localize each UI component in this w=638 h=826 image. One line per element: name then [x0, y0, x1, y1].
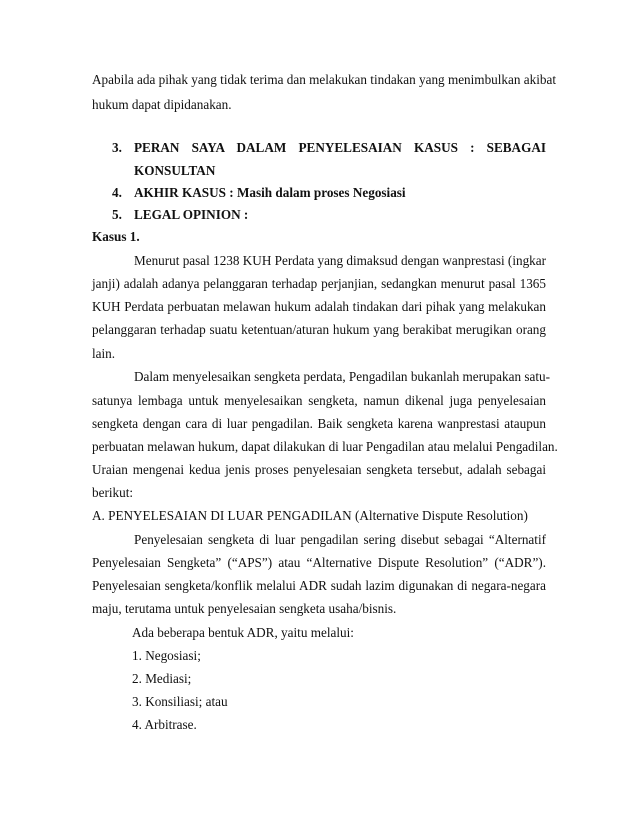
intro-line-1: Apabila ada pihak yang tidak terima dan melakukan tindakan yang menimbulkan akibat	[92, 72, 556, 87]
item-5-number: 5.	[112, 207, 122, 222]
para1-line-3: KUH Perdata perbuatan melawan hukum adalah tindakan dari pihak yang melakukan	[92, 299, 546, 314]
item-3-number: 3.	[112, 140, 122, 155]
item-3-line-1: PERAN SAYA DALAM PENYELESAIAN KASUS : SEBAGAI	[134, 140, 546, 155]
adr-item-3: 3. Konsiliasi; atau	[132, 694, 228, 709]
para2-line-4: perbuatan melawan hukum, dapat dilakukan di luar Pengadilan atau melalui Pengadilan.	[92, 439, 558, 454]
intro-line-2: hukum dapat dipidanakan.	[92, 97, 232, 112]
para2-line-3: sengketa dengan cara di luar pengadilan. Baik sengketa karena wanprestasi ataupun	[92, 416, 546, 431]
para2-line-6: berikut:	[92, 485, 134, 500]
case-heading: Kasus 1.	[92, 229, 140, 244]
para1-line-2: janji) adalah adanya pelanggaran terhadap perjanjian, sedangkan menurut pasal 1365	[92, 276, 546, 291]
para2-line-2: satunya lembaga untuk menyelesaikan sengketa, namun dikenal juga penyelesaian	[92, 393, 546, 408]
item-4-line-1: AKHIR KASUS : Masih dalam proses Negosiasi	[134, 185, 406, 200]
item-3-line-2: KONSULTAN	[134, 163, 216, 178]
para2-line-1: Dalam menyelesaikan sengketa perdata, Pengadilan bukanlah merupakan satu-	[134, 369, 550, 384]
para1-line-5: lain.	[92, 346, 116, 361]
para3-line-3: Penyelesaian sengketa/konflik melalui ADR sudah lazim digunakan di negara-negara	[92, 578, 546, 593]
para2-line-5: Uraian mengenai kedua jenis proses penyelesaian sengketa tersebut, adalah sebagai	[92, 462, 546, 477]
para3-line-1: Penyelesaian sengketa di luar pengadilan sering disebut sebagai “Alternatif	[134, 532, 546, 547]
item-5-line-1: LEGAL OPINION :	[134, 207, 249, 222]
para1-line-1: Menurut pasal 1238 KUH Perdata yang dimaksud dengan wanprestasi (ingkar	[134, 253, 547, 268]
para3-line-4: maju, terutama untuk penyelesaian sengketa usaha/bisnis.	[92, 601, 397, 616]
para1-line-4: pelanggaran terhadap suatu ketentuan/aturan hukum yang berakibat merugikan orang	[92, 322, 546, 337]
item-4-number: 4.	[112, 185, 122, 200]
para3-line-2: Penyelesaian Sengketa” (“APS”) atau “Alternative Dispute Resolution” (“ADR”).	[92, 555, 546, 570]
adr-item-2: 2. Mediasi;	[132, 671, 192, 686]
adr-intro: Ada beberapa bentuk ADR, yaitu melalui:	[132, 625, 354, 640]
section-a-heading: A. PENYELESAIAN DI LUAR PENGADILAN (Alternative Dispute Resolution)	[92, 508, 528, 523]
adr-item-4: 4. Arbitrase.	[132, 717, 197, 732]
adr-item-1: 1. Negosiasi;	[132, 648, 201, 663]
